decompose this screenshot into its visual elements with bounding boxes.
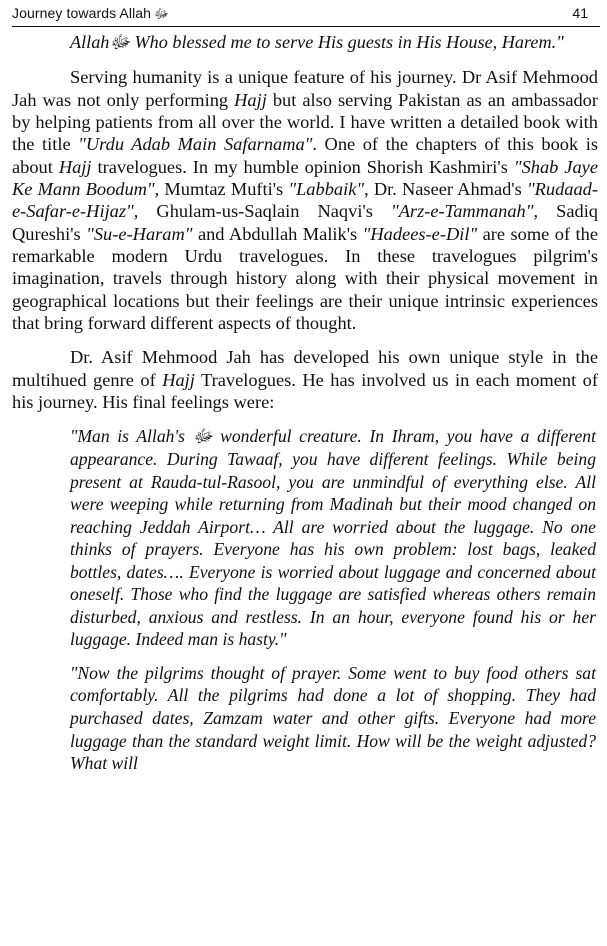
blockquote-man-is-allahs-creature [70, 425, 596, 650]
quote-text: "Man is Allah's [70, 426, 193, 447]
paragraph-text: , Sadiq Qureshi's [12, 201, 598, 244]
running-header [12, 2, 600, 27]
paragraph-text: , Dr. Naseer Ahmad's [364, 179, 527, 200]
running-title [12, 5, 169, 25]
paragraph-text: and Abdullah Malik's [192, 223, 363, 244]
paragraph-text: Serving humanity is a unique feature of his journey. Dr Asif Mehmood Jah was not only performing [12, 67, 598, 110]
paragraph-text: , Ghulam-us-Saqlain Naqvi's [133, 201, 391, 222]
book-title: "Labbaik" [288, 179, 365, 200]
book-title: "Urdu Adab Main Safarnama" [78, 134, 313, 155]
paragraph-serving-humanity [12, 66, 598, 334]
book-title: "Su-e-Haram" [86, 223, 193, 244]
blockquote-pilgrims-thought-of-prayer: "Now the pilgrims thought of prayer. Some went to buy food others sat comfortably. All the pilgrims had done a lot of shopping. They had purchased dates, Zamzam water and other gifts. Everyone had more luggage than the standard weight limit. How will be the weight adjusted? What will [70, 662, 596, 774]
book-title: "Shab Jaye Ke Mann Boodum" [12, 156, 598, 200]
book-title: "Hadees-e-Dil" [362, 223, 478, 244]
page-number: 41 [572, 5, 588, 21]
book-title: "Arz-e-Tammanah" [390, 201, 534, 222]
book-title: "Rudaad-e-Safar-e-Hijaz" [12, 179, 598, 222]
quote-continuation-text-1: Allah [70, 32, 110, 52]
quote-text: wonderful creature. In Ihram, you have a different appearance. During Tawaaf, you have different feelings. While being present at Rauda-tul-Rasool, you are unmindful of everything else. All were weeping while returning from Madinah but their mood changed on reaching Jeddah Airport… All are worried about the luggage. No one thinks of prayers. Everyone has his own problem: lost bags, leaked bottles, dates…. Everyone is worried about luggage and concerned about oneself. Those who find the luggage are satisfied whereas others remain disturbed, anxious and restless. In an hour, everyone found his or her luggage. Indeed man is hasty." [70, 426, 596, 650]
italic-term: Hajj [234, 89, 267, 110]
honorific-glyph: ﷻ [192, 426, 213, 447]
running-title-text: Journey towards Allah [12, 5, 152, 21]
italic-term: Hajj [58, 156, 92, 177]
paragraph-unique-style [12, 346, 598, 413]
paragraph-text: but also serving Pakistan as an ambassador by helping patients from all over the world. I have written a detailed book with the title [12, 89, 599, 155]
paragraph-text: , Mumtaz Mufti's [154, 179, 289, 200]
paragraph-text: travelogues. In my humble opinion Shorish Kashmiri's [91, 156, 514, 177]
honorific-glyph: ﷻ [154, 6, 169, 21]
honorific-glyph: ﷻ [109, 32, 130, 52]
page-body [12, 31, 598, 775]
quote-continuation [12, 31, 598, 53]
quote-continuation-text-2: Who blessed me to serve His guests in His House, Harem." [129, 32, 564, 52]
italic-term: Hajj [162, 369, 195, 390]
paragraph-text: are some of the remarkable modern Urdu travelogues. In these travelogues pilgrim's imagination, travels through history along with their physical movement in geographical locations but their feelings are their unique intrinsic experiences that bring forward different aspects of thought. [12, 223, 598, 334]
paragraph-text: Dr. Asif Mehmood Jah has developed his own unique style in the multihued genre of [12, 347, 598, 390]
paragraph-text: Travelogues. He has involved us in each moment of his journey. His final feelings were: [12, 369, 598, 413]
paragraph-text: . One of the chapters of this book is about [12, 134, 598, 177]
